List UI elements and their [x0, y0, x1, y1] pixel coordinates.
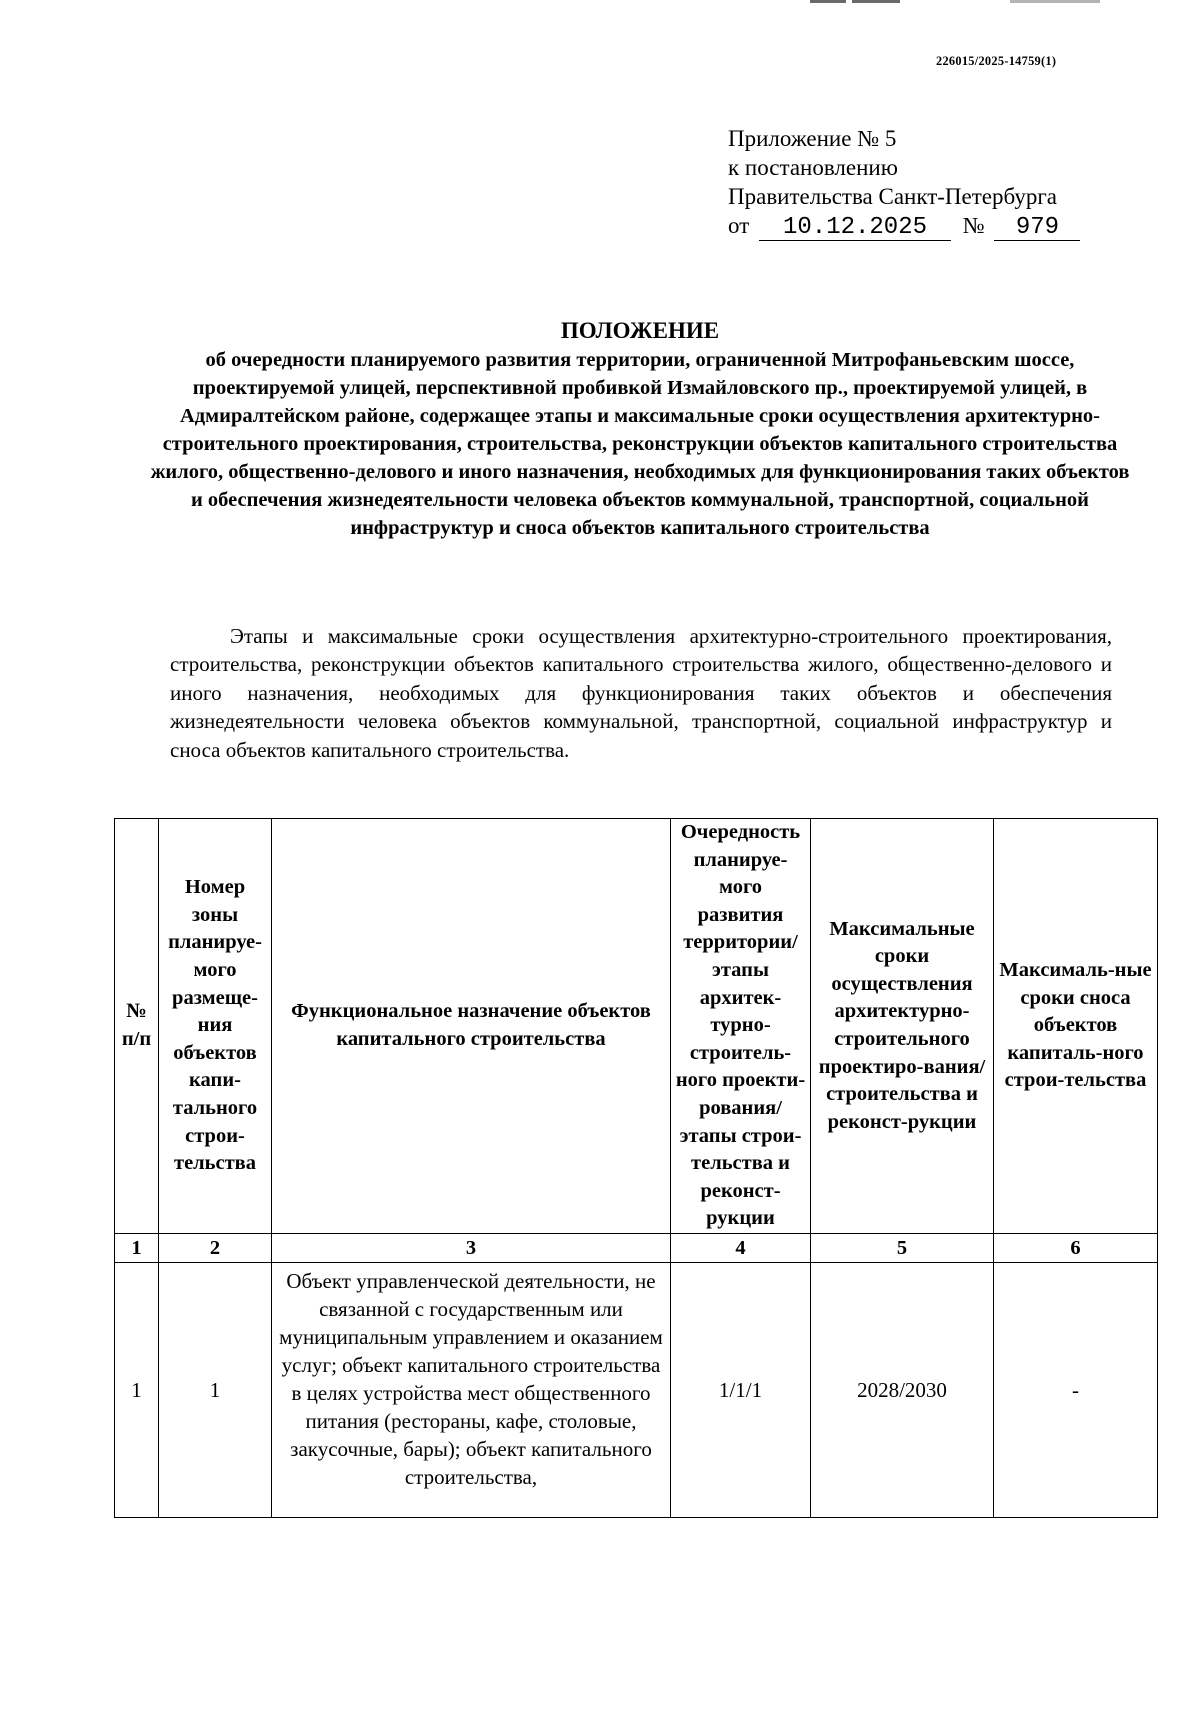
document-registration-number: 226015/2025-14759(1)	[936, 53, 1057, 68]
column-number: 5	[811, 1233, 994, 1262]
stages-table	[114, 818, 1158, 1518]
column-number: 3	[272, 1233, 671, 1262]
column-number: 4	[671, 1233, 811, 1262]
row-stage: 1/1/1	[671, 1262, 811, 1517]
row-number: 1	[115, 1262, 159, 1517]
intro-paragraph: Этапы и максимальные сроки осуществления архитектурно-строительного проектирования, строительства, реконструкции объектов капитального строительства жилого, общественно-делового и иного назначения, необходимых для функционирования таких объектов и обеспечения жизнедеятельности человека объектов коммунальной, транспортной, социальной инфраструктур и сноса объектов капитального строительства.	[170, 624, 1112, 762]
header-cell-deadline: Максимальные сроки осуществления архитектурно-строительного проектиро-вания/ строительства и реконст-рукции	[811, 819, 994, 1234]
row-purpose: Объект управленческой деятельности, не связанной с государственным или муниципальным управлением и оказанием услуг; объект капитального строительства в целях устройства мест общественного питания (рестораны, кафе, столовые, закусочные, бары); объект капитального строительства,	[272, 1262, 671, 1517]
row-deadline: 2028/2030	[811, 1262, 994, 1517]
header-cell-number: № п/п	[115, 819, 159, 1234]
column-number: 2	[159, 1233, 272, 1262]
column-number-row	[115, 1233, 1158, 1262]
row-demolition: -	[994, 1262, 1158, 1517]
header-cell-purpose: Функциональное назначение объектов капитального строительства	[272, 819, 671, 1234]
appendix-line: к постановлению	[728, 155, 898, 180]
row-zone: 1	[159, 1262, 272, 1517]
document-title	[150, 316, 1130, 542]
number-sign: №	[962, 213, 985, 238]
title-subtitle: об очередности планируемого развития территории, ограниченной Митрофаньевским шоссе, проектируемой улицей, перспективной пробивкой Измайловского пр., проектируемой улицей, в Адмиралтейском районе, содержащее этапы и максимальные сроки осуществления архитектурно-строительного проектирования, строительства, реконструкции объектов капитального строительства жилого, общественно-делового и иного назначения, необходимых для функционирования таких объектов и обеспечения жизнедеятельности человека объектов коммунальной, транспортной, социальной инфраструктур и сноса объектов капитального строительства	[150, 349, 1130, 539]
title-heading: ПОЛОЖЕНИЕ	[560, 318, 720, 343]
header-cell-demolition: Максималь-ные сроки сноса объектов капиталь-ного строи-тельства	[994, 819, 1158, 1234]
table-row	[115, 1262, 1158, 1517]
header-cell-zone: Номер зоны планируе-мого размеще-ния объектов капи-тального строи-тельства	[159, 819, 272, 1234]
decree-number: 979	[994, 216, 1080, 241]
appendix-line: Приложение № 5	[728, 126, 897, 151]
table-header-row	[115, 819, 1158, 1234]
header-cell-stage: Очередность планируе-мого развития территории/ этапы архитек-турно-строитель-ного проекти-рования/ этапы строи-тельства и реконст-рукции	[671, 819, 811, 1234]
column-number: 6	[994, 1233, 1158, 1262]
appendix-date-line	[728, 211, 1128, 241]
appendix-line: Правительства Санкт-Петербурга	[728, 184, 1057, 209]
decree-date: 10.12.2025	[759, 216, 951, 241]
date-prefix: от	[728, 213, 750, 238]
column-number: 1	[115, 1233, 159, 1262]
scan-artifact	[1010, 0, 1100, 3]
scan-artifact	[810, 0, 846, 3]
scan-artifact	[852, 0, 900, 3]
appendix-block	[728, 124, 1128, 241]
